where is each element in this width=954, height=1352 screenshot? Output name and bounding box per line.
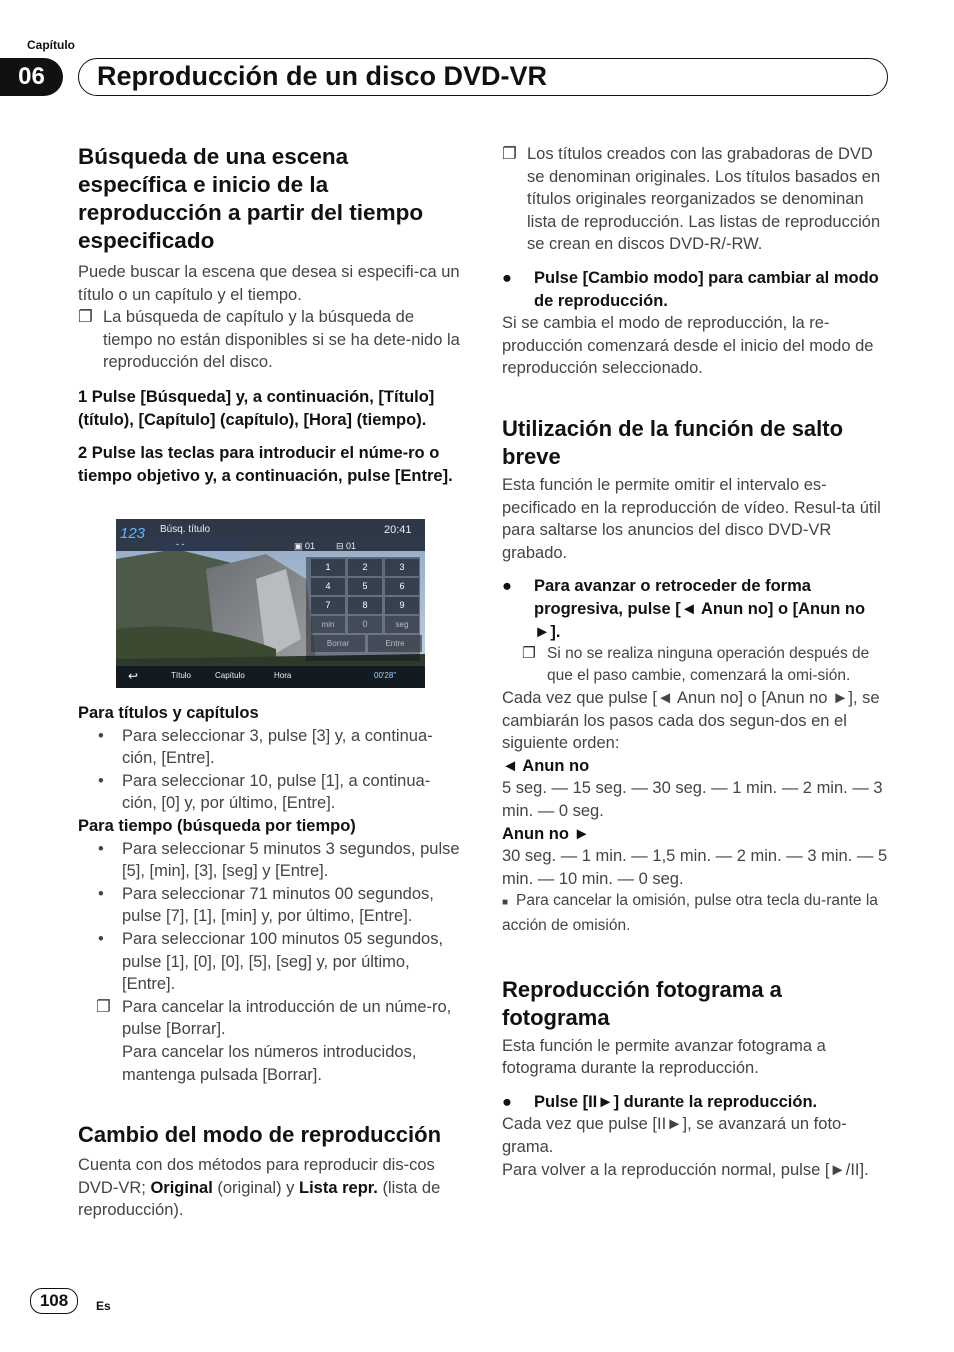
section-title-skip: Utilización de la función de salto breve [502, 415, 844, 469]
back-sequence: 5 seg. — 15 seg. — 30 seg. — 1 min. — 2 min. — 3 min. — 0 seg. [502, 779, 883, 821]
titles-heading: Para títulos y capítulos [78, 704, 259, 722]
search-intro: Puede buscar la escena que desea si especifi-ca un título o un capítulo y el tiempo. [78, 263, 460, 304]
section-title-frame: Reproducción fotograma a fotograma [502, 976, 782, 1030]
forward-sequence: 30 seg. — 1 min. — 1,5 min. — 2 min. — 3 min. — 5 min. — 10 min. — 0 seg. [502, 847, 888, 888]
key-2[interactable]: 2 [348, 559, 382, 576]
key-min[interactable]: min [311, 616, 345, 633]
page-language: Es [96, 1299, 111, 1313]
skip-note: ❐ Si no se realiza ninguna operación después de que el paso cambie, comenzará la omi-sión. [522, 645, 870, 685]
key-5[interactable]: 5 [348, 578, 382, 595]
key-3[interactable]: 3 [385, 559, 419, 576]
keypad [311, 559, 421, 652]
key-borrar[interactable]: Borrar [311, 635, 365, 652]
frame-body-1: Cada vez que pulse [II►], se avanzará un foto-grama. [502, 1115, 847, 1156]
back-label: ◄ Anun no [502, 756, 590, 775]
section-title-mode: Cambio del modo de reproducción [78, 1122, 442, 1148]
search-note [78, 306, 463, 374]
search-screen-image [116, 519, 425, 688]
skip-intro: Esta función le permite omitir el intervalo es-pecificado en la reproducción de vídeo. Resul-ta útil para saltarse los anuncios del disco DVD-VR grabado. [502, 475, 881, 562]
bullet-dot-icon: ● [502, 268, 512, 287]
right-column [502, 143, 890, 1181]
left-column [78, 143, 463, 487]
checkbox-note-icon: ❐ [522, 645, 536, 663]
left-column-lower [78, 702, 463, 1222]
screen-value: - - [176, 539, 185, 549]
chapter-number: 06 [0, 58, 63, 96]
mode-body: Si se cambia el modo de reproducción, la re-producción comenzará desde el inicio del modo de reproducción seleccionado. [502, 314, 874, 378]
search-note-text: La búsqueda de capítulo y la búsqueda de tiempo no están disponibles si se ha dete-nido la reproducción del disco. [103, 308, 460, 372]
screen-title: Búsq. título [160, 524, 211, 535]
time-bullet-2: • Para seleccionar 71 minutos 00 segundos, pulse [7], [1], [min] y, por último, [Entre]. [98, 884, 434, 926]
section-title-search: Búsqueda de una escena específica e inicio de la reproducción a partir del tiempo especificado [78, 144, 424, 253]
step-2: 2 Pulse las teclas para introducir el núme-ro o tiempo objetivo y, a continuación, pulse [Entre]. [78, 444, 453, 485]
frame-body-2: Para volver a la reproducción normal, pulse [►/II]. [502, 1160, 869, 1179]
forward-label: Anun no ► [502, 824, 590, 843]
titles-bullet-2: • Para seleccionar 10, pulse [1], a continua-ción, [0] y, por último, [Entre]. [98, 771, 431, 813]
key-1[interactable]: 1 [311, 559, 345, 576]
key-entre[interactable]: Entre [368, 635, 422, 652]
screen-clock: 20:41 [384, 524, 412, 536]
search-badge: 123 [120, 525, 146, 542]
key-4[interactable]: 4 [311, 578, 345, 595]
key-7[interactable]: 7 [311, 597, 345, 614]
step-1: 1 Pulse [Búsqueda] y, a continuación, [Título] (título), [Capítulo] (capítulo), [Hora] (tiempo). [78, 387, 435, 429]
time-heading: Para tiempo (búsqueda por tiempo) [78, 816, 356, 835]
key-0[interactable]: 0 [348, 616, 382, 633]
cancel-note: ❐ Para cancelar la introducción de un núme-ro, pulse [Borrar]. Para cancelar los números introducidos, mantenga pulsada [Borrar]. [96, 997, 452, 1084]
key-6[interactable]: 6 [385, 578, 419, 595]
checkbox-note-icon: ❐ [502, 145, 517, 163]
back-icon[interactable]: ↩ [128, 669, 139, 683]
tab-titulo[interactable]: Título [171, 671, 192, 680]
tab-capitulo[interactable]: Capítulo [215, 671, 245, 680]
square-bullet-icon: ■ [502, 897, 509, 909]
bullet-dot-icon: ● [502, 1092, 512, 1111]
titles-note: ❐ Los títulos creados con las grabadoras de DVD se denominan originales. Los títulos basados en títulos originales reorganizados se denominan lista de reproducción. Las listas de reproducción se crean en discos DVD-R/-RW. [502, 145, 881, 254]
key-8[interactable]: 8 [348, 597, 382, 614]
screen-chapter-number: ⊟ 01 [336, 541, 357, 551]
page-number: 108 [30, 1288, 78, 1314]
frame-bullet: ● Pulse [II►] durante la reproducción. [502, 1091, 890, 1114]
titles-bullet-1: • Para seleccionar 3, pulse [3] y, a continua-ción, [Entre]. [98, 726, 433, 768]
tab-hora[interactable]: Hora [274, 671, 292, 680]
chapter-title: Reproducción de un disco DVD-VR [97, 61, 548, 91]
key-9[interactable]: 9 [385, 597, 419, 614]
elapsed-time: 00'28" [374, 671, 397, 680]
checkbox-note-icon: ❐ [78, 308, 93, 327]
skip-bullet: ● Para avanzar o retroceder de forma progresiva, pulse [◄ Anun no] o [Anun no ►]. [502, 577, 866, 641]
screen-title-number: ▣ 01 [294, 541, 316, 551]
time-bullet-3: • Para seleccionar 100 minutos 05 segundos, pulse [1], [0], [0], [5], [seg] y, por último, [Entre]. [98, 929, 444, 994]
time-bullet-1: • Para seleccionar 5 minutos 3 segundos, pulse [5], [min], [3], [seg] y [Entre]. [98, 839, 460, 881]
skip-body: Cada vez que pulse [◄ Anun no] o [Anun no ►], se cambiarán los pasos cada dos segun-dos en el siguiente orden: [502, 689, 880, 753]
cancel-skip: ■ Para cancelar la omisión, pulse otra tecla du-rante la acción de omisión. [502, 892, 878, 935]
mode-intro: Cuenta con dos métodos para reproducir dis-cos DVD-VR; Original (original) y Lista repr. (lista de reproducción). [78, 1156, 441, 1220]
mode-bullet: ● Pulse [Cambio modo] para cambiar al modo de reproducción. [502, 268, 879, 310]
bullet-dot-icon: ● [502, 577, 512, 596]
chapter-label: Capítulo [27, 38, 75, 52]
key-seg[interactable]: seg [385, 616, 419, 633]
frame-intro: Esta función le permite avanzar fotograma a fotograma durante la reproducción. [502, 1036, 826, 1078]
